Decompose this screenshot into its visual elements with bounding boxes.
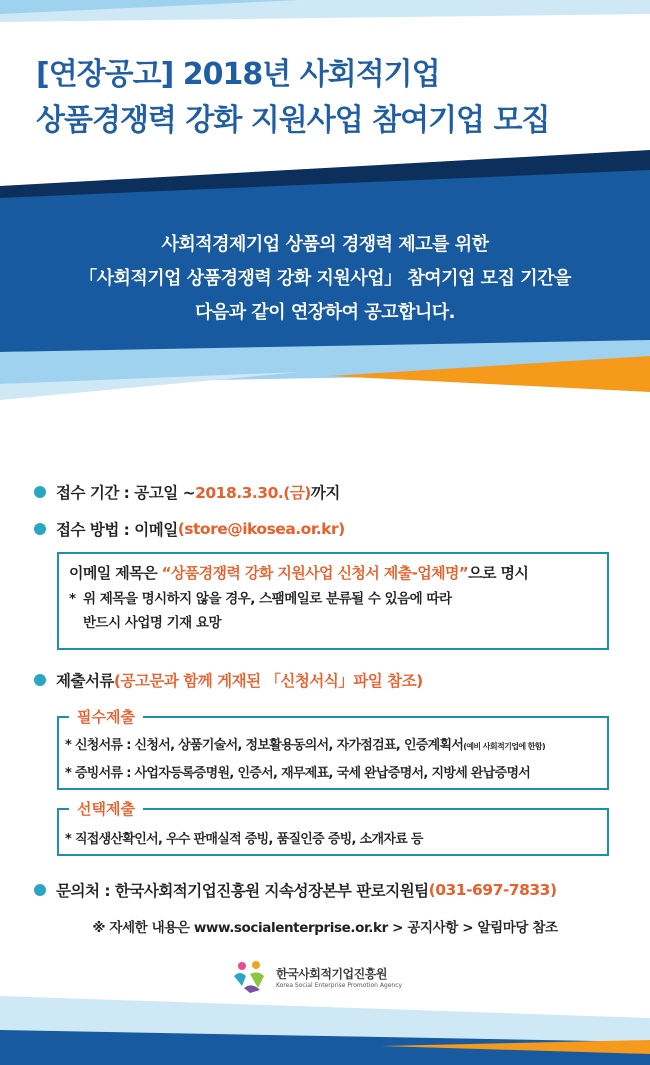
email-subject-line: [69, 562, 607, 583]
required-label: 필수제출: [69, 706, 143, 727]
email-note-2: 반드시 사업명 기재 요망: [83, 615, 222, 631]
star-mark: *: [65, 832, 72, 847]
email-subject-prefix: 이메일 제목은: [69, 564, 162, 582]
intro-line-1: 사회적경제기업 상품의 경쟁력 제고를 위한: [161, 234, 489, 255]
optional-group: [57, 800, 609, 856]
period-item: [34, 481, 340, 503]
documents-label: 제출서류: [56, 672, 114, 690]
star-mark: *: [65, 766, 72, 781]
contact-label: 문의처 : 한국사회적기업진흥원 지속성장본부 판로지원팀: [56, 882, 429, 900]
bullet-icon: [34, 523, 46, 535]
documents-item: [34, 669, 423, 691]
intro-line-3: 다음과 같이 연장하여 공고합니다.: [194, 302, 456, 323]
agency-name-kr: 한국사회적기업진흥원: [276, 967, 387, 981]
page-title: [36, 52, 636, 144]
title-line-2: 상품경쟁력 강화 지원사업 참여기업 모집: [36, 103, 550, 138]
required-line-2-text: 증빙서류 : 사업자등록증명원, 인증서, 재무제표, 국세 완납증명서, 지방세 완납증명서: [74, 766, 531, 781]
email-note-1-text: 위 제목을 명시하지 않을 경우, 스팸메일로 분류될 수 있음에 따라: [83, 591, 452, 607]
period-label: 접수 기간 : 공고일 ~: [56, 484, 196, 502]
period-date: 2018.3.30.(금): [195, 484, 311, 502]
agency-logo-text: [276, 965, 402, 989]
required-group: [57, 708, 609, 790]
optional-line-1-text: 직접생산확인서, 우수 판매실적 증빙, 품질인증 증빙, 소개자료 등: [74, 832, 423, 847]
agency-logo-icon: [230, 960, 270, 994]
method-label: 접수 방법 : 이메일: [56, 521, 178, 539]
required-line-1: [65, 734, 545, 753]
agency-name-en: Korea Social Enterprise Promotion Agency: [276, 982, 403, 989]
optional-line-1: [65, 828, 423, 847]
required-line-1-small: (예비 사회적기업에 한함): [463, 742, 545, 751]
optional-label: 선택제출: [69, 798, 143, 819]
method-item: [34, 518, 345, 540]
email-subject-box: [57, 552, 609, 650]
bullet-icon: [34, 884, 46, 896]
email-note-1: [69, 587, 607, 611]
intro-line-2: 「사회적기업 상품경쟁력 강화 지원사업」 참여기업 모집 기간을: [79, 268, 571, 289]
email-address[interactable]: (store@ikosea.or.kr): [177, 520, 345, 538]
title-line-1: [연장공고] 2018년 사회적기업: [36, 57, 440, 92]
documents-note: (공고문과 함께 게재된 「신청서식」파일 참조): [113, 672, 423, 690]
intro-text: [0, 228, 650, 330]
star-mark: *: [65, 738, 72, 753]
footnote: ※ 자세한 내용은 www.socialenterprise.or.kr > 공지사항 > 알림마당 참조: [92, 920, 558, 936]
period-suffix: 까지: [310, 484, 340, 502]
required-line-1-text: 신청서류 : 신청서, 상품기술서, 정보활용동의서, 자가점검표, 인증계획서: [74, 738, 464, 753]
star-mark: *: [69, 591, 76, 607]
bullet-icon: [34, 486, 46, 498]
contact-item: [34, 879, 557, 901]
email-subject-suffix: 으로 명시: [468, 564, 529, 582]
contact-phone: (031-697-7833): [428, 881, 557, 899]
required-line-2: [65, 762, 530, 781]
email-subject-value: “상품경쟁력 강화 지원사업 신청서 제출-업체명”: [161, 564, 469, 582]
agency-logo: [230, 960, 402, 994]
bullet-icon: [34, 674, 46, 686]
